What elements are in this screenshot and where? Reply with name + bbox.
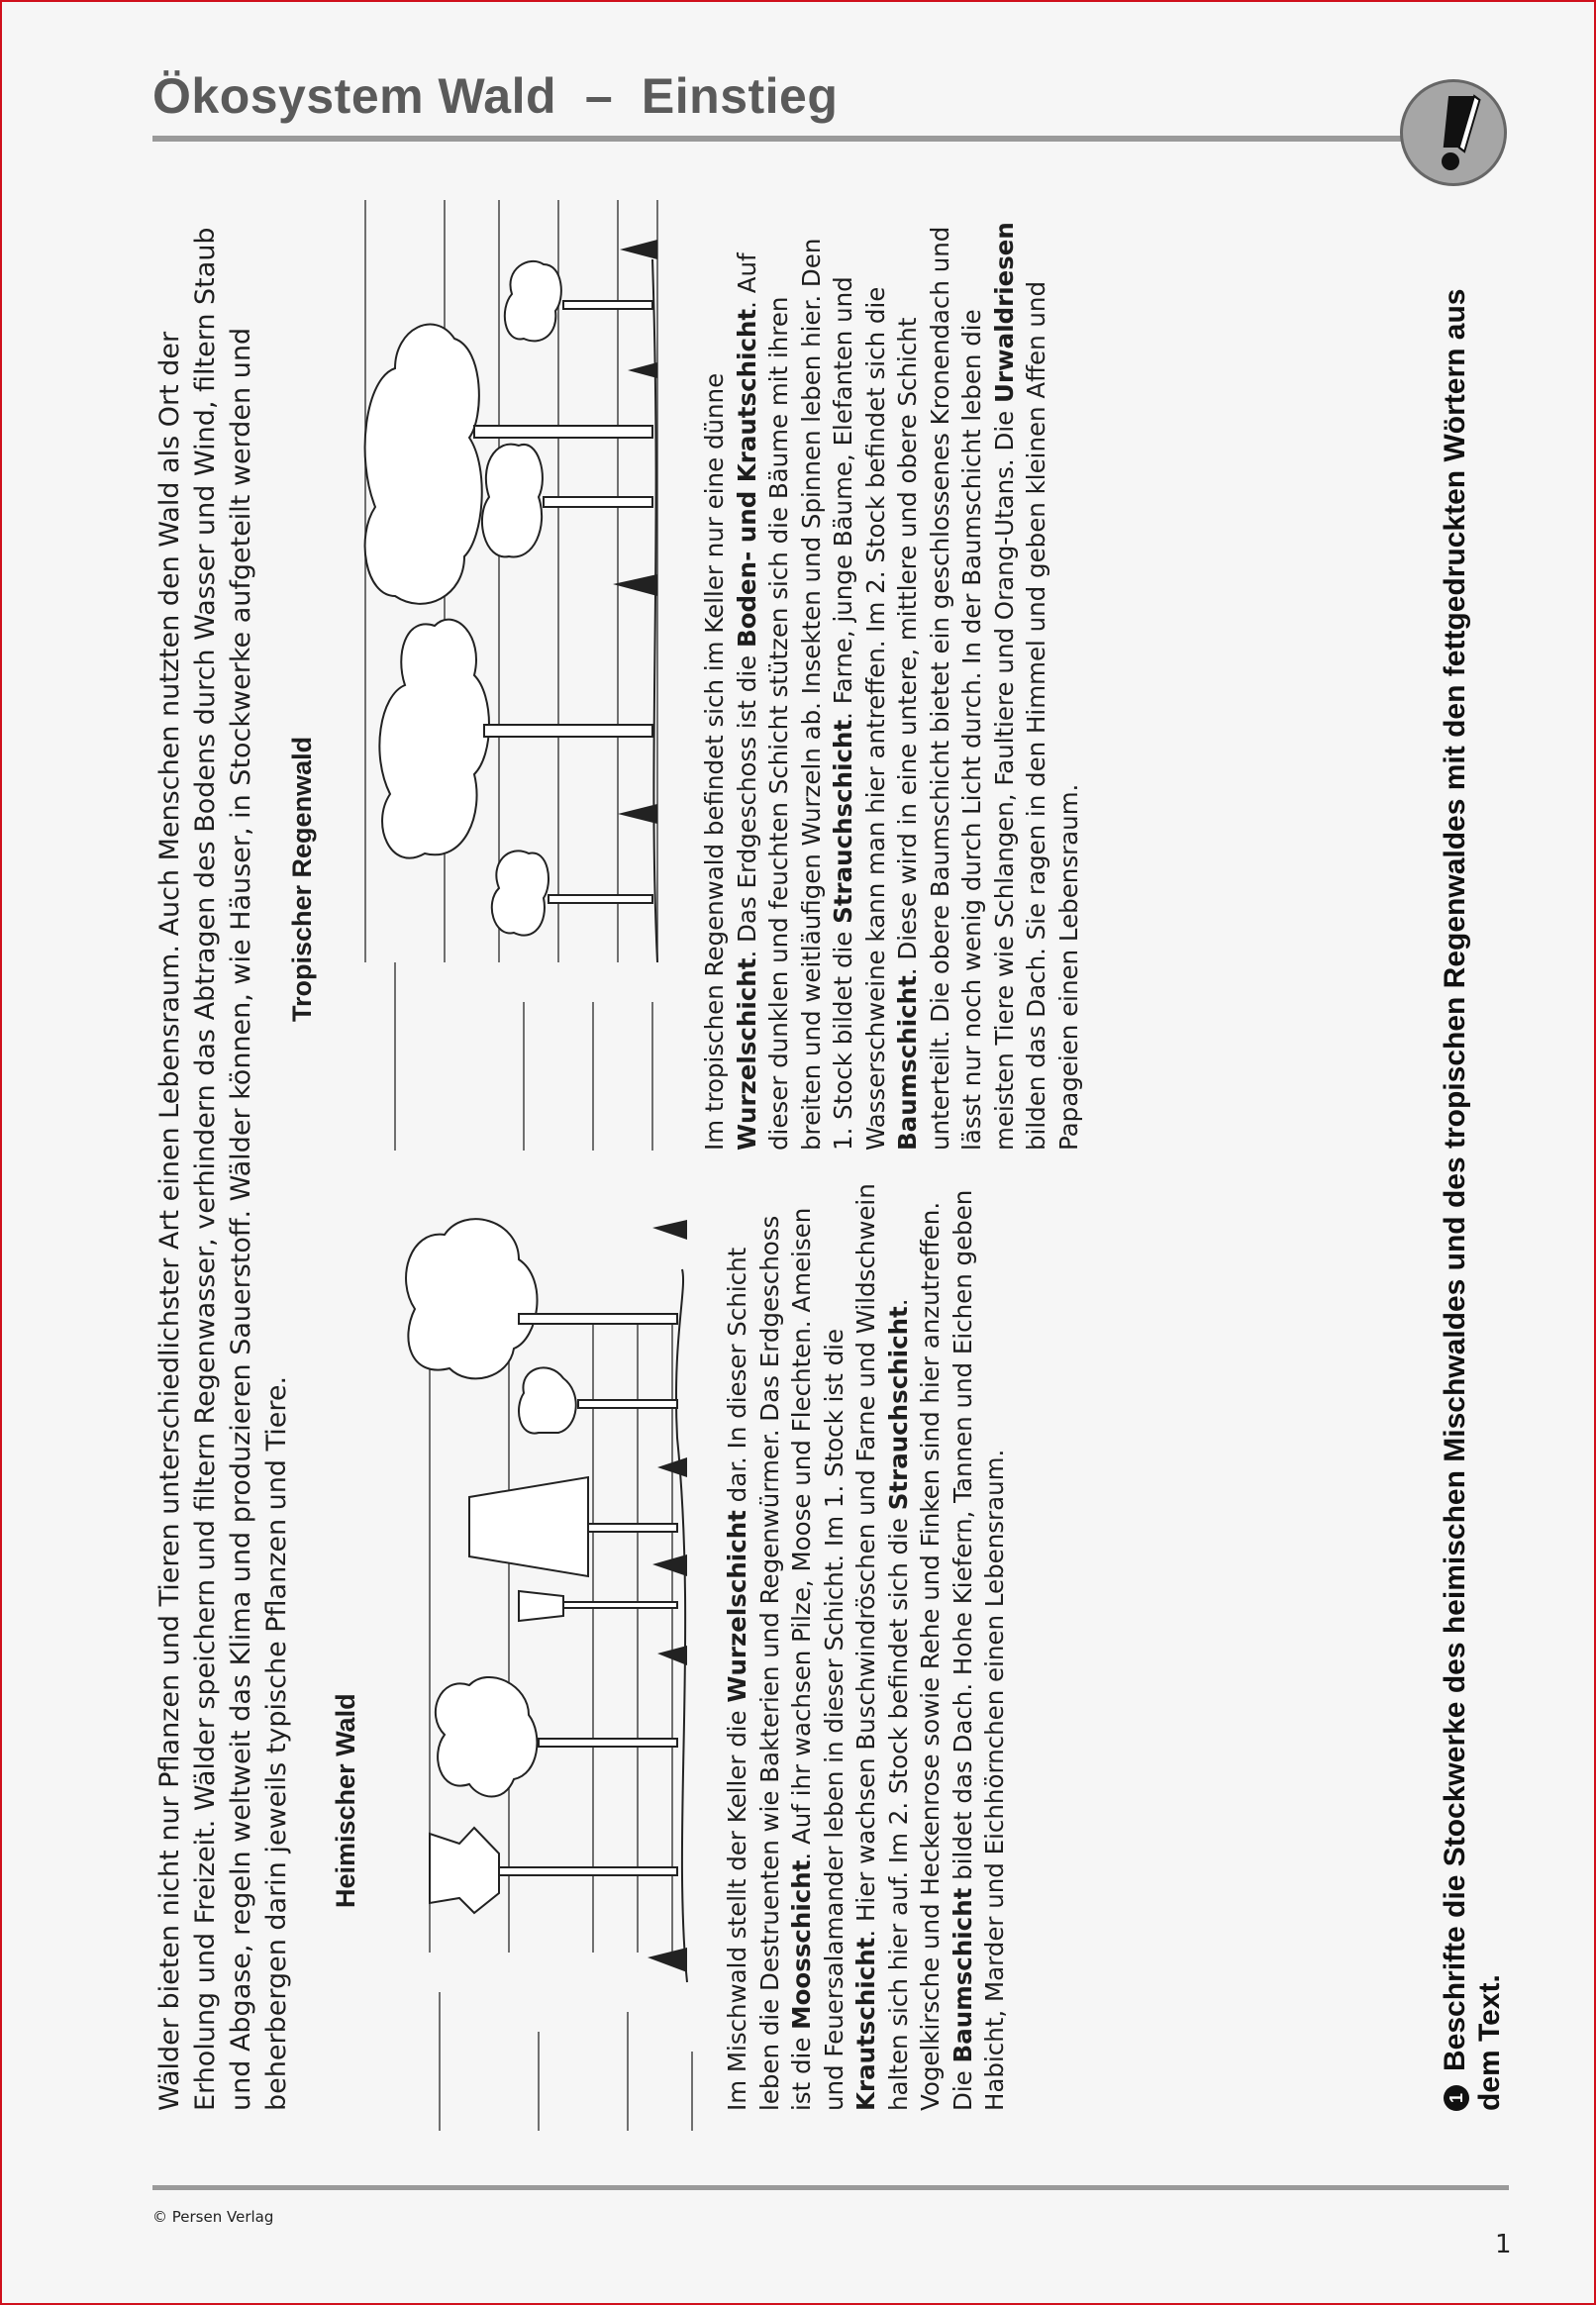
- keyword: Moosschicht: [787, 1859, 816, 2030]
- keyword: Wurzelschicht: [723, 1510, 751, 1703]
- task-number-badge: 1: [1444, 2085, 1469, 2111]
- text-run: . Vogelkirsche und Heckenrose sowie Rehe und Finken sind hier anzutreffen. Die: [883, 1201, 977, 2111]
- keyword: Krautschicht: [851, 1937, 880, 2111]
- heimischer-wald-title: Heimischer Wald: [331, 1693, 360, 1908]
- publisher-credit: © Persen Verlag: [152, 2208, 274, 2226]
- text-run: dar. In dieser Schicht leben die Destruenten wie Bakterien und Regenwürmer. Das Erdgeschoss ist die: [723, 1215, 816, 2111]
- task-instruction: [1438, 230, 1507, 2111]
- rotated-content: [152, 190, 1509, 2131]
- keyword: Baumschicht: [948, 1887, 977, 2063]
- text-run: bildet das Dach. Hohe Kiefern, Tannen und Eichen geben Habicht, Marder und Eichhörnchen einen Lebensraum.: [948, 1189, 1009, 2111]
- keyword: Wurzelschicht: [732, 957, 761, 1151]
- text-run: . Farne, junge Bäume, Elefanten und Wasserschweine kann man hier antreffen. Im 2. Stock befindet sich die: [829, 276, 890, 1151]
- keyword: Strauchschicht: [883, 1306, 913, 1511]
- text-run: bilden das Dach. Sie ragen in den Himmel und geben kleinen Affen und Papageien einen Lebensraum.: [1022, 280, 1083, 1151]
- footer-divider: [152, 2185, 1509, 2190]
- keyword: Urwaldriesen: [989, 222, 1019, 403]
- keyword: Strauchschicht: [829, 719, 857, 924]
- heimischer-wald-text: [722, 1180, 1012, 2111]
- text-run: . Hier wachsen Buschwindröschen und Farne und Wildschwein halten sich hier auf. Im 2. Stock befindet sich die: [851, 1183, 913, 2111]
- page-number: 1: [1495, 2230, 1512, 2259]
- text-run: . Auf ihr wachsen Pilze, Moose und Flechten. Ameisen und Feuersalamander leben in dieser Schicht. Im 1. Stock ist die: [787, 1207, 848, 2111]
- text-run: . Das Erdgeschoss ist die: [732, 647, 761, 958]
- task-text: Beschrifte die Stockwerke des heimischen Mischwaldes und des tropischen Regenwaldes mit den fettgedruckten Wörtern aus dem Text.: [1439, 288, 1506, 2111]
- page-title: Ökosystem Wald – Einstieg: [152, 68, 839, 124]
- intro-paragraph: Wälder bieten nicht nur Pflanzen und Tieren unterschiedlichster Art einen Lebensraum. Auch Menschen nutzten den Wald als Ort der Erholung und Freizeit. Wälder speichern und filtern Regenwasser, verhindern das Abtragen des Bodens durch Wasser und Wind, filtern Staub und Abgase, regeln weltweit das Klima und produzieren Sauerstoff. Wälder können, wie Häuser, in Stockwerke aufgeteilt werden und beherbergen darin jeweils typische Pflanzen und Tiere.: [154, 227, 292, 2111]
- keyword: Baumschicht: [893, 975, 922, 1151]
- tropischer-regenwald-text: [699, 220, 1085, 1151]
- rainforest-illustration: [336, 200, 692, 1151]
- exclamation-icon: [1400, 79, 1507, 186]
- keyword: Boden- und Krautschicht: [732, 308, 761, 648]
- text-run: Im tropischen Regenwald befindet sich im Keller nur eine dünne: [700, 372, 729, 1151]
- text-run: Im Mischwald stellt der Keller die: [723, 1702, 751, 2111]
- text-run: . Diese wird in eine untere, mittlere und obere Schicht unterteilt. Die obere Baumschicht bietet ein geschlossenes Kronendach und lässt nur noch wenig durch Licht durch. In der Baumschicht leben die meisten Tiere wie Schlangen, Faultiere und Orang-Utans. Die: [893, 226, 1019, 1151]
- mixed-forest-illustration: [390, 1160, 717, 2131]
- tropischer-regenwald-title: Tropischer Regenwald: [287, 736, 317, 1022]
- title-divider: [152, 136, 1430, 142]
- text-run: . Auf dieser dunklen und feuchten Schicht stützen sich die Bäume mit ihren breiten und weitläufigen Wurzeln ab. Insekten und Spinnen leben hier. Den 1. Stock bildet die: [732, 238, 857, 1151]
